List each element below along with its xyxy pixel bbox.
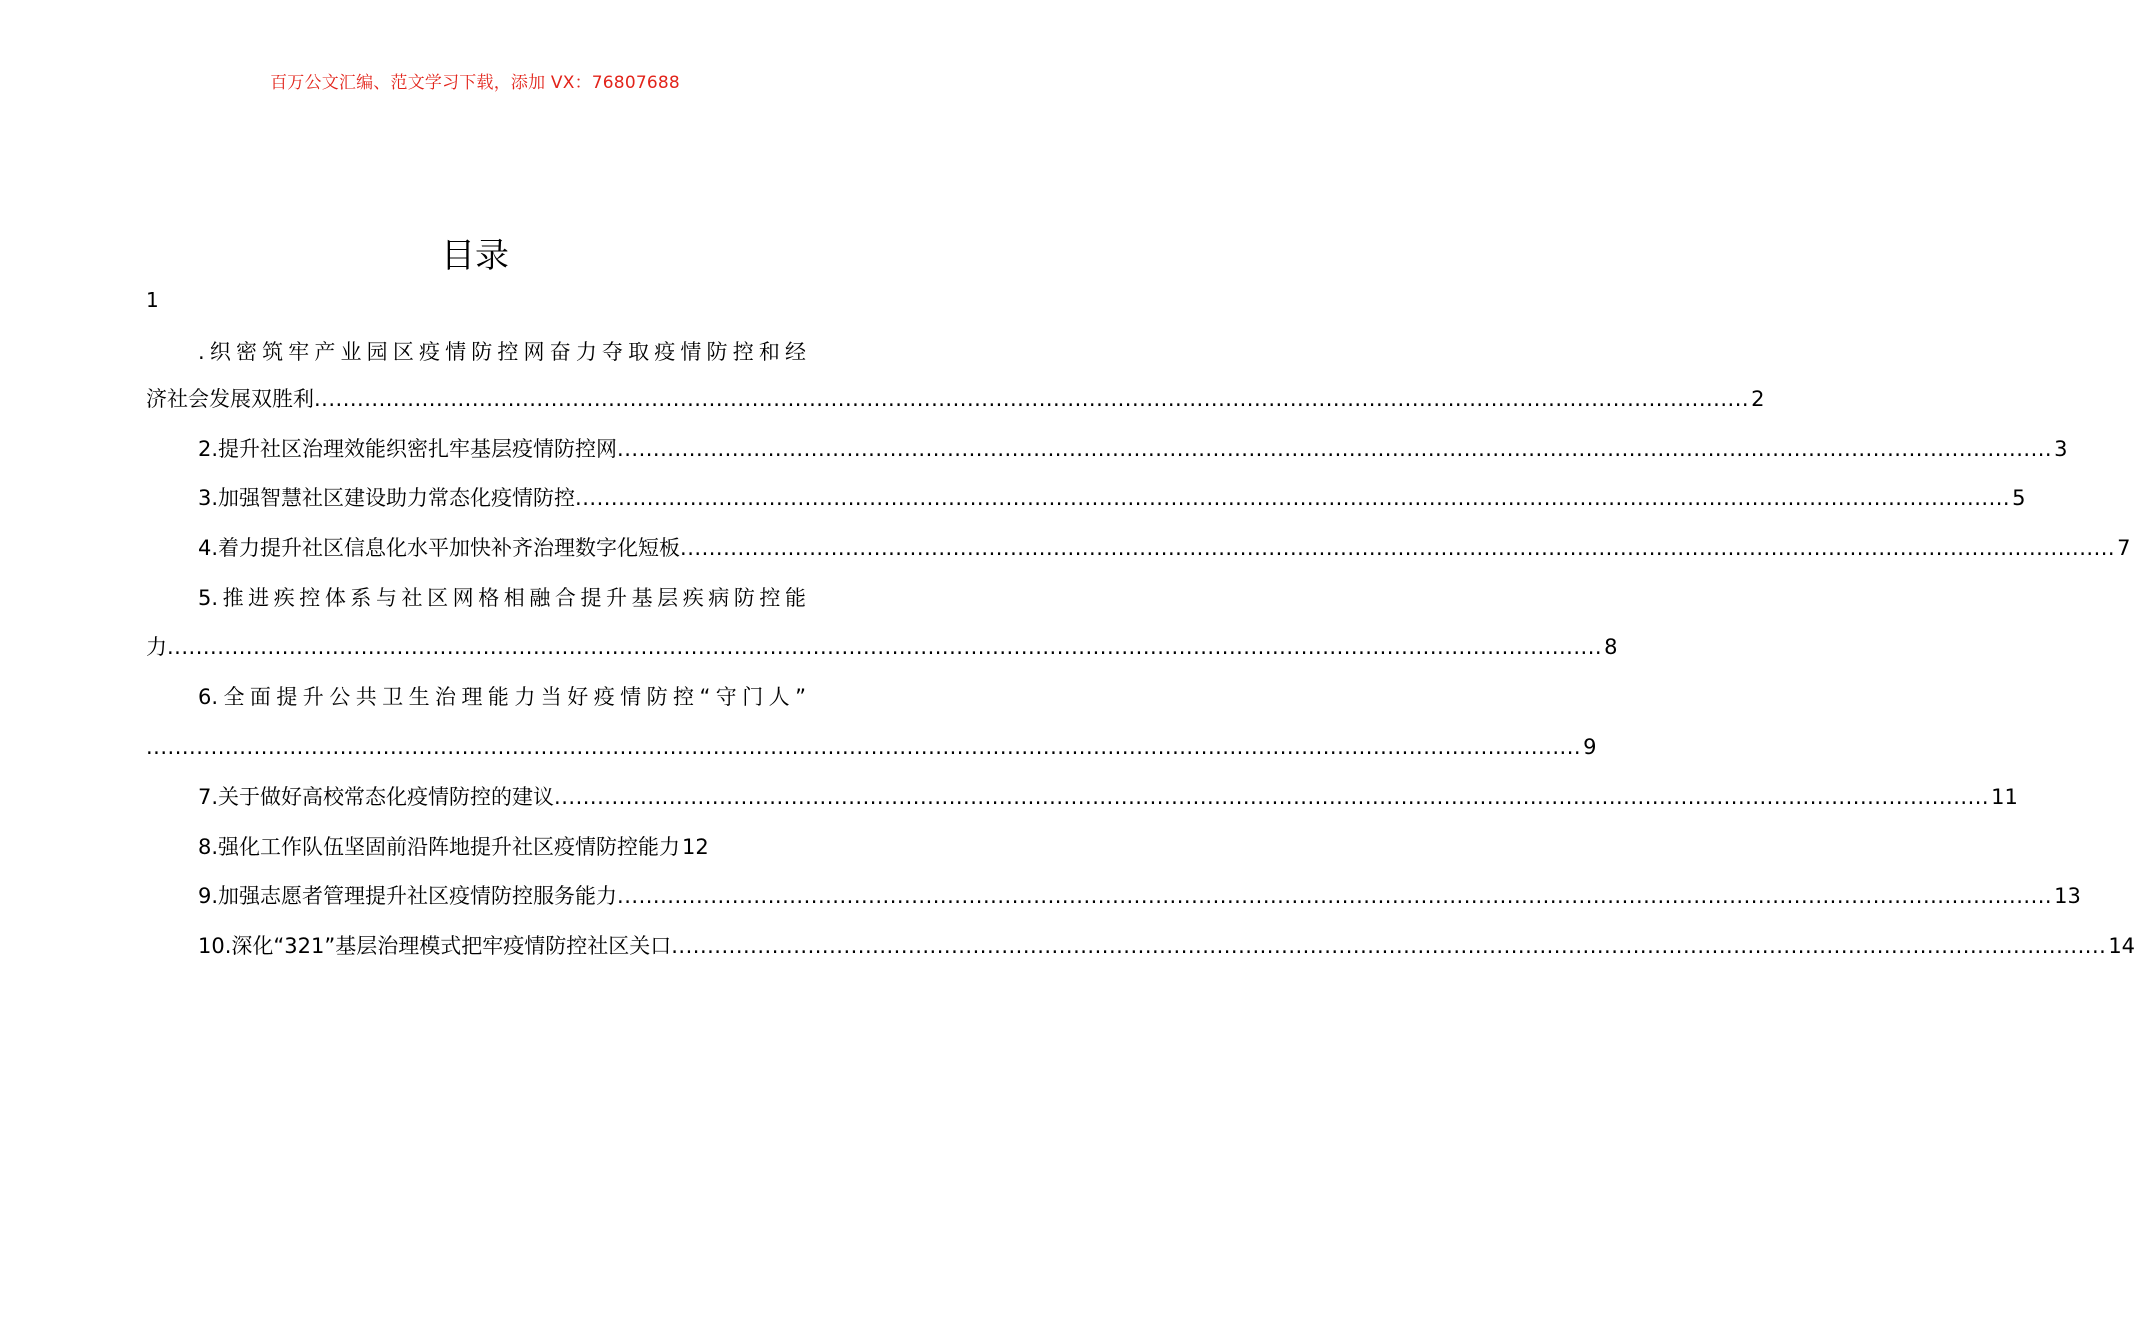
toc-entry-text: 3.加强智慧社区建设助力常态化疫情防控 xyxy=(198,486,576,510)
toc-entry-text: 济社会发展双胜利 xyxy=(146,387,314,411)
toc-page-number: 8 xyxy=(1604,635,1618,659)
toc-leader-dots: ........................................................................................................................................................................................................ xyxy=(554,785,1990,809)
toc-page-number: 5 xyxy=(2012,486,2026,510)
toc-entry-text: 10.深化“321”基层治理模式把牢疫情防控社区关口 xyxy=(198,934,672,958)
toc-entry-text: 4.着力提升社区信息化水平加快补齐治理数字化短板 xyxy=(198,536,681,560)
toc-entry-text: 6.全面提升公共卫生治理能力当好疫情防控“守门人” xyxy=(198,685,806,709)
toc-page-number: 7 xyxy=(2117,536,2131,560)
toc-entry-3[interactable] xyxy=(198,481,2026,515)
toc-leader-dots: ........................................................................................................................................................................................................ xyxy=(617,884,2053,908)
toc-entry-7[interactable] xyxy=(198,780,2018,814)
toc-leader-dots: ........................................................................................................................................................................................................ xyxy=(671,934,2107,958)
toc-entry-5-line-2[interactable] xyxy=(146,630,1618,664)
toc-entry-5-line-1[interactable] xyxy=(198,581,806,615)
toc-entry-text: 5.推进疾控体系与社区网格相融合提升基层疾病防控能 xyxy=(198,586,806,610)
toc-page-number: 11 xyxy=(1991,785,2018,809)
toc-entry-text: 力 xyxy=(146,635,167,659)
toc-entry-4[interactable] xyxy=(198,531,2131,565)
toc-leader-dots: ........................................................................................................................................................................................................ xyxy=(680,536,2116,560)
toc-leader-dots: ........................................................................................................................................................................................................ xyxy=(146,735,1582,759)
toc-entry-1-line-2[interactable] xyxy=(146,382,1765,416)
toc-leader-dots: ........................................................................................................................................................................................................ xyxy=(617,437,2053,461)
toc-leader-dots: ........................................................................................................................................................................................................ xyxy=(314,387,1750,411)
toc-page-number: 12 xyxy=(682,835,709,859)
toc-page-number: 9 xyxy=(1583,735,1597,759)
toc-entry-6-line-2[interactable] xyxy=(146,730,1597,764)
toc-entry-9[interactable] xyxy=(198,879,2081,913)
toc-title: 目录 xyxy=(441,236,509,276)
header-watermark-note: 百万公文汇编、范文学习下载，添加 VX：76807688 xyxy=(270,73,680,93)
toc-entry-1-line-1[interactable] xyxy=(198,335,806,369)
toc-page-number: 3 xyxy=(2054,437,2068,461)
toc-page-number: 14 xyxy=(2108,934,2135,958)
toc-leader-dots: ........................................................................................................................................................................................................ xyxy=(167,635,1603,659)
toc-entry-8[interactable] xyxy=(198,830,806,864)
toc-leader-dots: ........................................................................................................................................................................................................ xyxy=(575,486,2011,510)
toc-lead-number: 1 xyxy=(146,288,159,312)
toc-entry-10[interactable] xyxy=(198,929,2135,963)
toc-entry-text: 8.强化工作队伍坚固前沿阵地提升社区疫情防控能力 xyxy=(198,835,681,859)
toc-entry-text: .织密筑牢产业园区疫情防控网奋力夺取疫情防控和经 xyxy=(198,340,806,364)
toc-page-number: 2 xyxy=(1751,387,1765,411)
toc-entry-text: 2.提升社区治理效能织密扎牢基层疫情防控网 xyxy=(198,437,618,461)
toc-page-number: 13 xyxy=(2054,884,2081,908)
toc-entry-text: 9.加强志愿者管理提升社区疫情防控服务能力 xyxy=(198,884,618,908)
toc-entry-text: 7.关于做好高校常态化疫情防控的建议 xyxy=(198,785,555,809)
toc-entry-6-line-1[interactable] xyxy=(198,680,806,714)
toc-entry-2[interactable] xyxy=(198,432,2068,466)
